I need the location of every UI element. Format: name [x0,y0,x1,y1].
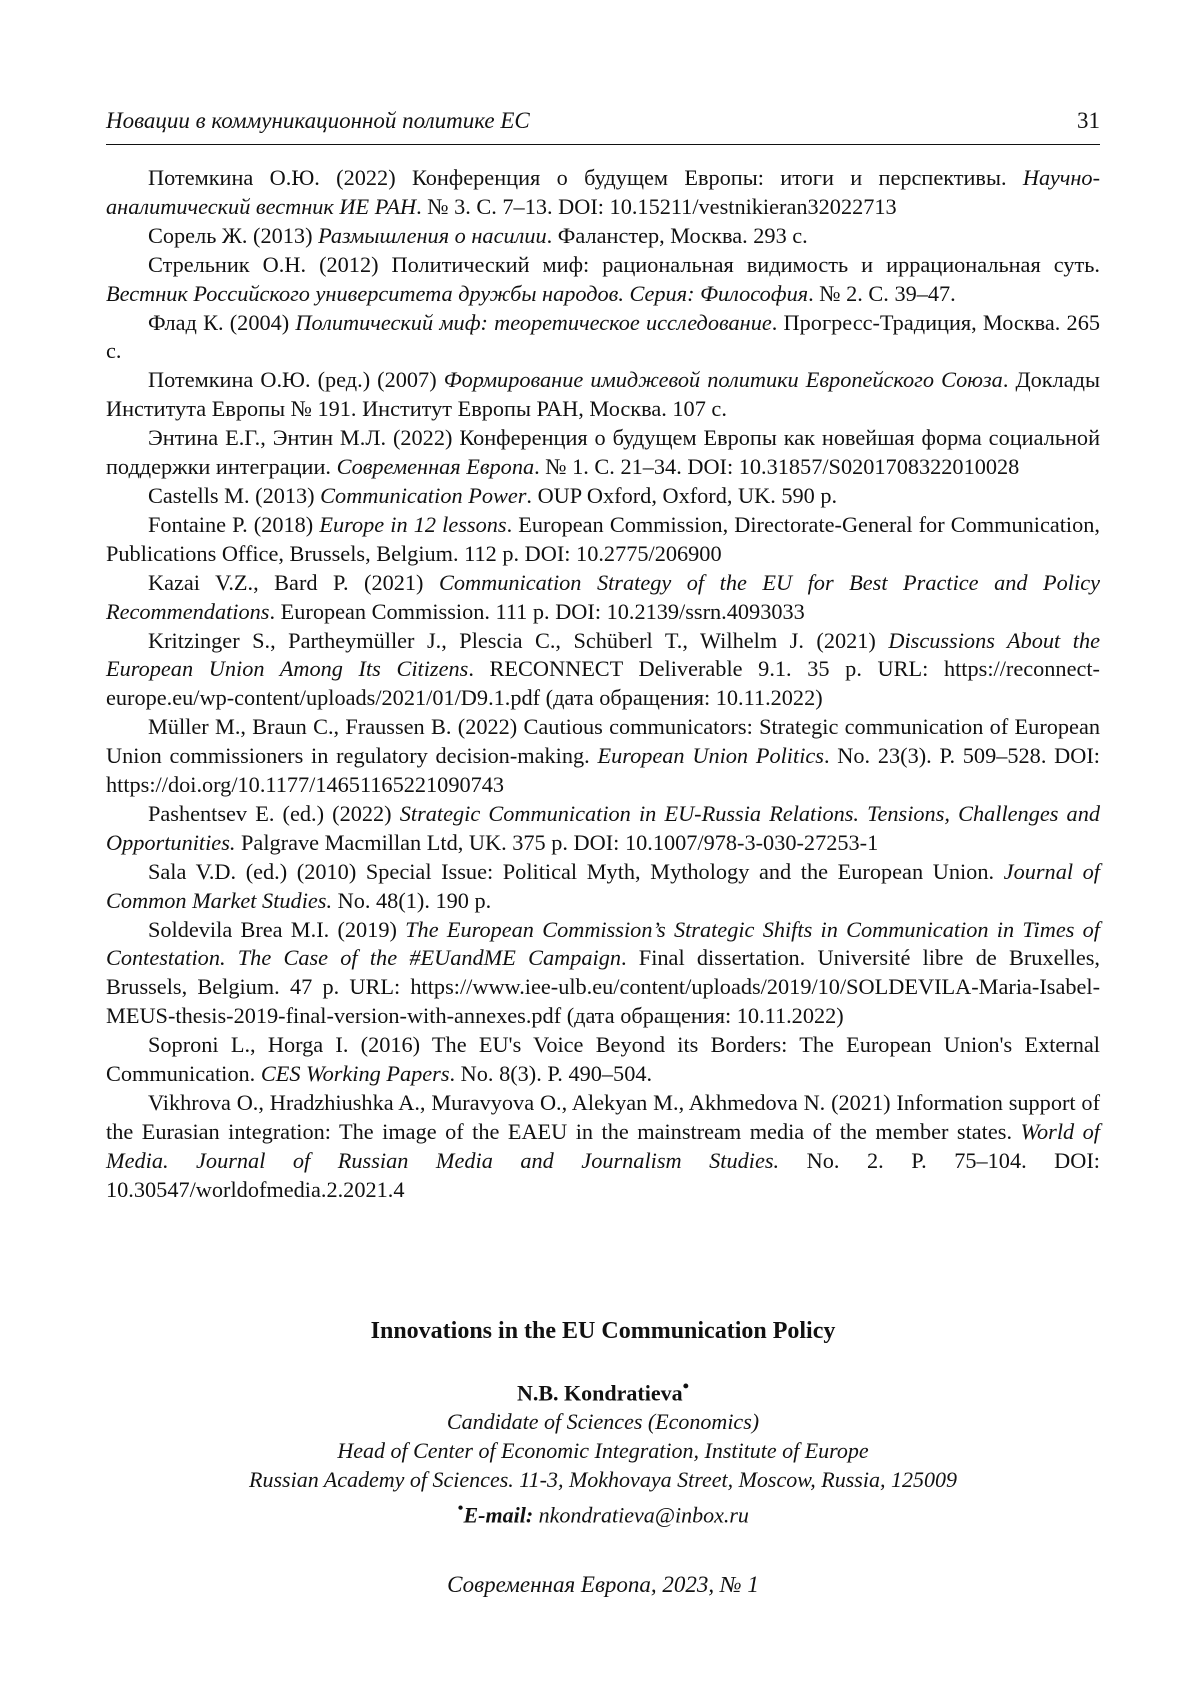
reference-item: Sala V.D. (ed.) (2010) Special Issue: Political Myth, Mythology and the European Union. Journal of Common Market Studies. No. 48(1). 190 p. [106,858,1101,913]
email-label: E-mail: [463,1502,534,1528]
reference-list [106,164,1100,1205]
reference-item: Soldevila Brea M.I. (2019) The European Commission’s Strategic Shifts in Communication in Times of Contestation. The Case of the #EUandME Campaign. Final dissertation. Université libre de Bruxelles, Brussels, Belgium. 47 p. URL: https://www.iee-ulb.eu/content/uploads/2019/10/SOLDEVILA-Maria-Isabel-MEUS-thesis-2019-final-version-with-annexes.pdf (дата обращения: 10.11.2022) [106,916,1101,1029]
reference-item: Потемкина О.Ю. (2022) Конференция о будущем Европы: итоги и перспективы. Научно-аналитический вестник ИЕ РАН. № 3. С. 7–13. DOI: 10.15211/vestnikieran32022713 [106,165,1100,219]
author-degree: Candidate of Sciences (Economics) [446,1409,760,1435]
reference-item: Стрельник О.Н. (2012) Политический миф: рациональная видимость и иррациональная суть. Вестник Российского университета дружбы народов. Серия: Философия. № 2. С. 39–47. [106,251,1100,306]
author-email [106,1494,1100,1529]
reference-item: Kritzinger S., Partheymüller J., Plescia C., Schüberl T., Wilhelm J. (2021) Discussions About the European Union Among Its Citizens. RECONNECT Deliverable 9.1. 35 p. URL: https://reconnect-europe.eu/wp-content/uploads/2021/01/D9.1.pdf (дата обращения: 10.11.2022) [106,627,1100,711]
reference-item: Müller M., Braun C., Fraussen B. (2022) Cautious communicators: Strategic communication of European Union commissioners in regulatory decision-making. European Union Politics. No. 23(3). P. 509–528. DOI: https://doi.org/10.1177/14651165221090743 [106,714,1100,798]
email-footnote-mark: • [457,1498,464,1519]
author-affiliation: Russian Academy of Sciences. 11-3, Mokhovaya Street, Moscow, Russia, 125009 [249,1467,957,1493]
email-address[interactable]: nkondratieva@inbox.ru [538,1502,749,1528]
reference-item: Флад К. (2004) Политический миф: теоретическое исследование. Прогресс-Традиция, Москва. 265 с. [106,309,1100,364]
reference-item: Сорель Ж. (2013) Размышления о насилии. Фаланстер, Москва. 293 с. [148,222,808,248]
journal-footer: Современная Европа, 2023, № 1 [447,1572,759,1597]
reference-item: Castells M. (2013) Communication Power. OUP Oxford, Oxford, UK. 590 p. [148,482,838,508]
reference-item: Fontaine P. (2018) Europe in 12 lessons. European Commission, Directorate-General for Communication, Publications Office, Brussels, Belgium. 112 p. DOI: 10.2775/206900 [106,511,1101,566]
page-number: 31 [1077,108,1100,133]
author-footnote-mark: • [682,1376,690,1396]
english-abstract-header [106,1316,1100,1530]
reference-item: Энтина Е.Г., Энтин М.Л. (2022) Конференция о будущем Европы как новейшая форма социальной поддержки интеграции. Современная Европа. № 1. С. 21–34. DOI: 10.31857/S0201708322010028 [106,425,1100,480]
reference-item: Pashentsev E. (ed.) (2022) Strategic Communication in EU-Russia Relations. Tensions, Challenges and Opportunities. Palgrave Macmillan Ltd, UK. 375 p. DOI: 10.1007/978-3-030-27253-1 [106,800,1100,855]
running-header [106,106,1100,145]
author-name: N.B. Kondratieva• [516,1376,690,1406]
reference-item: Vikhrova O., Hradzhiushka A., Muravyova O., Alekyan M., Akhmedova N. (2021) Information support of the Eurasian integration: The image of the EAEU in the mainstream media of the member states. World of Media. Journal of Russian Media and Journalism Studies. No. 2. P. 75–104. DOI: 10.30547/worldofmedia.2.2021.4 [106,1090,1100,1202]
reference-item: Kazai V.Z., Bard P. (2021) Communication Strategy of the EU for Best Practice and Policy Recommendations. European Commission. 111 p. DOI: 10.2139/ssrn.4093033 [106,569,1100,624]
author-position: Head of Center of Economic Integration, Institute of Europe [337,1438,869,1464]
reference-item: Soproni L., Horga I. (2016) The EU's Voice Beyond its Borders: The European Union's External Communication. CES Working Papers. No. 8(3). P. 490–504. [106,1032,1100,1087]
article-title-english: Innovations in the EU Communication Policy [370,1318,836,1344]
running-title: Новации в коммуникационной политике ЕС [106,108,530,133]
reference-item: Потемкина О.Ю. (ред.) (2007) Формирование имиджевой политики Европейского Союза. Доклады Института Европы № 191. Институт Европы РАН, Москва. 107 с. [106,367,1100,422]
